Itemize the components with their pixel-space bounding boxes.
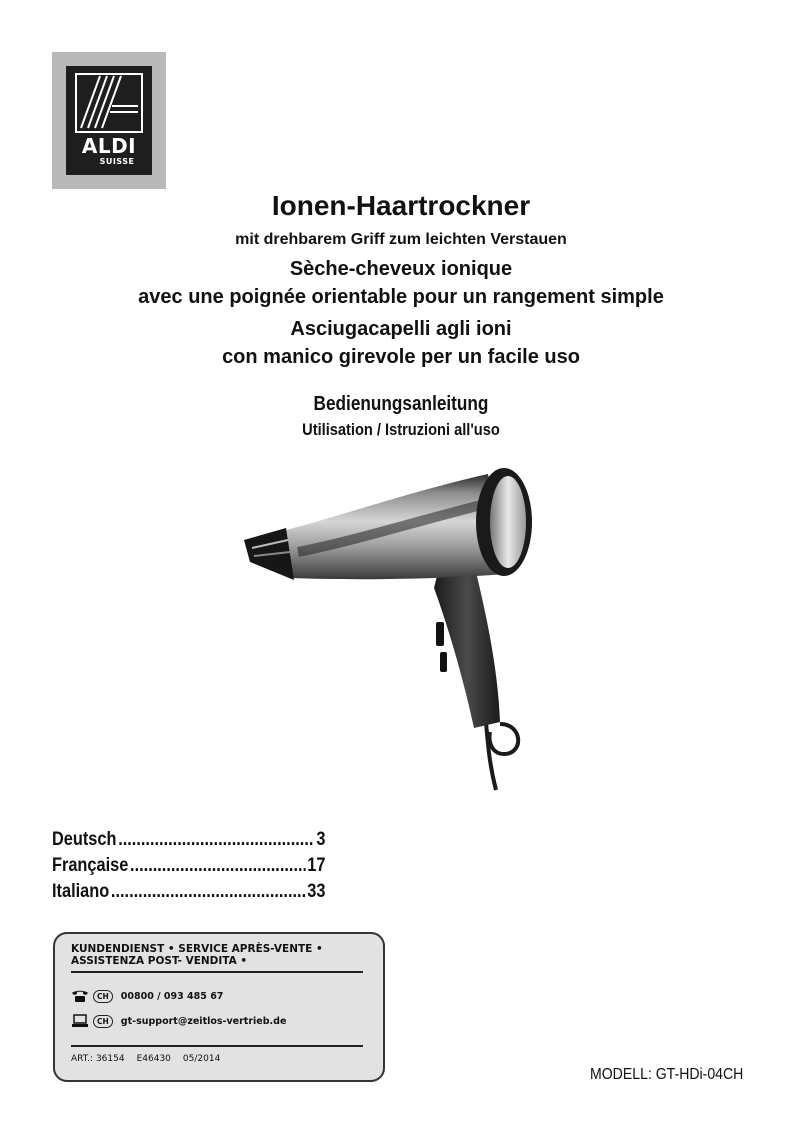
country-badge: CH xyxy=(93,1015,113,1028)
logo-panel xyxy=(66,66,152,175)
toc-row-italiano[interactable] xyxy=(52,879,325,905)
toc-row-deutsch[interactable] xyxy=(52,827,325,853)
toc-leader xyxy=(130,853,306,879)
article-date: 05/2014 xyxy=(182,1054,221,1064)
toc-page: 33 xyxy=(307,881,326,902)
aldi-logo xyxy=(52,52,166,189)
service-heading xyxy=(71,943,323,967)
service-phone[interactable]: 00800 / 093 485 67 xyxy=(120,990,224,1002)
service-heading-line2: ASSISTENZA POST- VENDITA • xyxy=(71,955,248,967)
phone-icon xyxy=(71,989,89,1003)
hair-dryer-illustration xyxy=(238,462,558,797)
manual-sub: Utilisation / Istruzioni all'uso xyxy=(302,420,500,439)
logo-brand: ALDI xyxy=(81,134,137,158)
subtitle-it: con manico girevole per un facile uso xyxy=(222,346,580,368)
toc-language: Italiano xyxy=(52,881,110,902)
divider xyxy=(71,971,363,973)
subtitle-de: mit drehbarem Griff zum leichten Verstauen xyxy=(235,231,567,248)
manual-label: Bedienungsanleitung xyxy=(313,393,489,415)
title-fr: Sèche-cheveux ionique xyxy=(289,258,513,280)
service-heading-line1: KUNDENDIENST • SERVICE APRÈS-VENTE • xyxy=(71,943,323,955)
toc-page: 17 xyxy=(307,855,326,876)
table-of-contents xyxy=(52,827,332,905)
subtitle-fr: avec une poignée orientable pour un rangement simple xyxy=(138,286,664,308)
divider xyxy=(71,1045,363,1047)
service-phone-line xyxy=(71,989,223,1003)
toc-page: 3 xyxy=(316,829,326,850)
article-info xyxy=(71,1054,220,1064)
model-number: MODELL: GT-HDi-04CH xyxy=(590,1066,744,1083)
toc-row-francaise[interactable] xyxy=(52,853,325,879)
service-email[interactable]: gt-support@zeitlos-vertrieb.de xyxy=(120,1015,287,1027)
service-email-line xyxy=(71,1014,286,1028)
title-it: Asciugacapelli agli ioni xyxy=(290,318,512,340)
toc-leader xyxy=(111,879,306,905)
toc-language: Deutsch xyxy=(52,829,117,850)
page-title: Ionen-Haartrockner xyxy=(271,190,531,221)
customer-service-box xyxy=(53,932,385,1082)
article-number: ART.: 36154 xyxy=(71,1054,125,1064)
article-code: E46430 xyxy=(136,1054,171,1064)
toc-language: Française xyxy=(52,855,129,876)
computer-icon xyxy=(71,1014,89,1028)
logo-country: SUISSE xyxy=(99,157,135,166)
country-badge: CH xyxy=(93,990,113,1003)
toc-leader xyxy=(118,827,314,853)
